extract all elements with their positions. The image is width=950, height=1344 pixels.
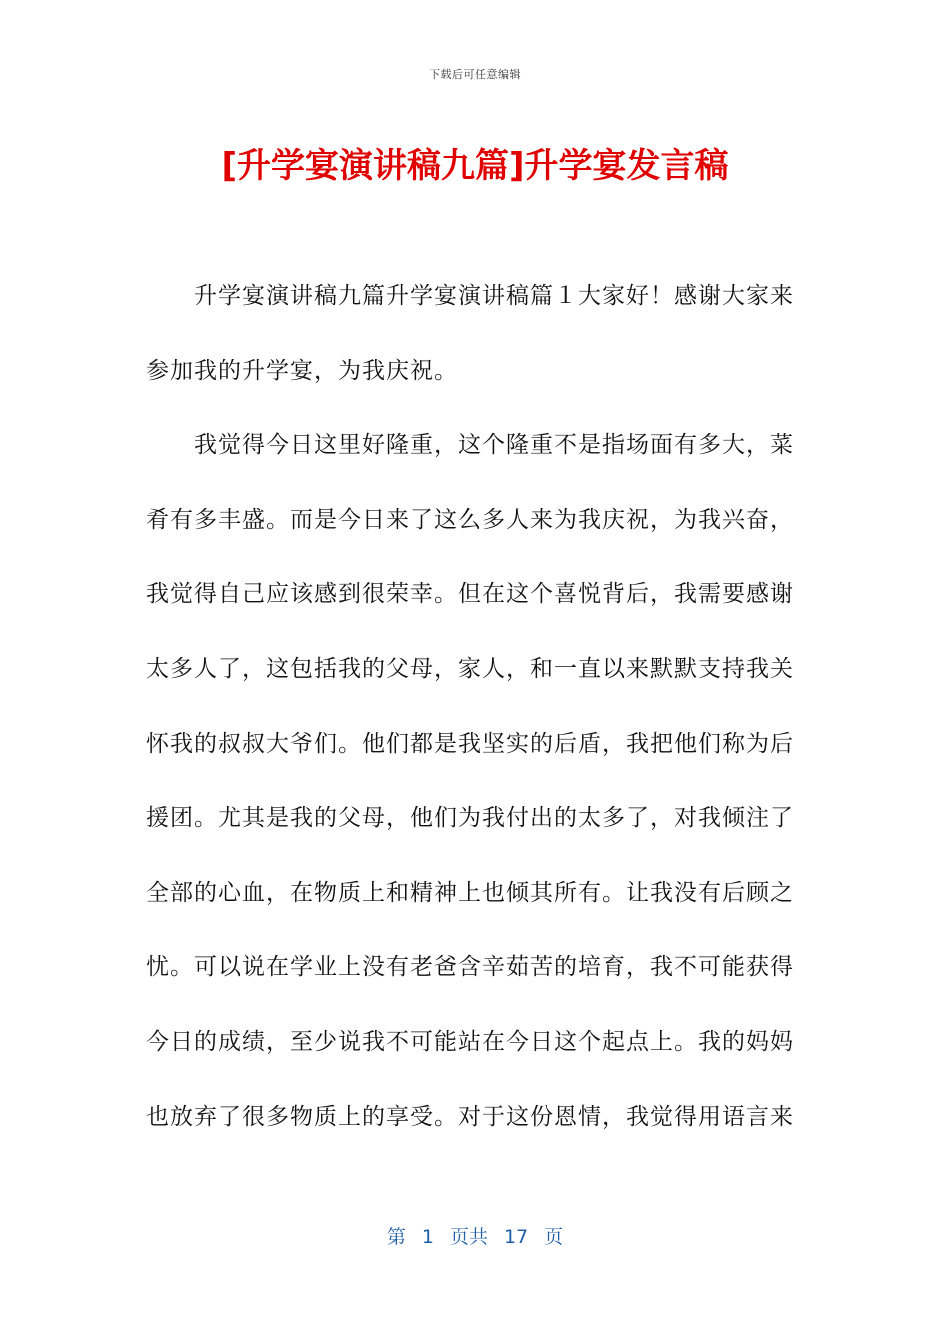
text-line: 今日的成绩，至少说我不可能站在今日这个起点上。我的妈妈 — [146, 1028, 794, 1055]
current-page-number: 1 — [421, 1226, 434, 1248]
text-line: 肴有多丰盛。而是今日来了这么多人来为我庆祝，为我兴奋， — [146, 506, 794, 533]
text-line: 参加我的升学宴，为我庆祝。 — [146, 357, 458, 384]
text-line: 我觉得自己应该感到很荣幸。但在这个喜悦背后，我需要感谢 — [146, 581, 794, 608]
paragraph-1 — [146, 272, 792, 421]
text-line: 升学宴演讲稿九篇升学宴演讲稿篇１大家好！感谢大家来 — [146, 283, 794, 309]
page-footer — [0, 1222, 950, 1249]
total-page-count: 17 — [503, 1226, 529, 1248]
text-line: 怀我的叔叔大爷们。他们都是我坚实的后盾，我把他们称为后 — [146, 730, 794, 757]
header-note: 下载后可任意编辑 — [429, 68, 521, 81]
document-body — [146, 272, 792, 1167]
document-title: [升学宴演讲稿九篇]升学宴发言稿 — [221, 146, 729, 186]
text-line: 太多人了，这包括我的父母，家人，和一直以来默默支持我关 — [146, 655, 794, 682]
paragraph-2 — [146, 421, 792, 1167]
text-line: 全部的心血，在物质上和精神上也倾其所有。让我没有后顾之 — [146, 879, 794, 906]
footer-middle: 页共 — [449, 1226, 488, 1248]
footer-suffix: 页 — [544, 1226, 564, 1248]
footer-prefix: 第 — [386, 1226, 406, 1248]
text-line: 援团。尤其是我的父母，他们为我付出的太多了，对我倾注了 — [146, 805, 794, 832]
text-line: 我觉得今日这里好隆重，这个隆重不是指场面有多大，菜 — [146, 432, 794, 459]
text-line: 忧。可以说在学业上没有老爸含辛茹苦的培育，我不可能获得 — [146, 954, 794, 981]
text-line: 也放弃了很多物质上的享受。对于这份恩情，我觉得用语言来 — [146, 1103, 794, 1130]
